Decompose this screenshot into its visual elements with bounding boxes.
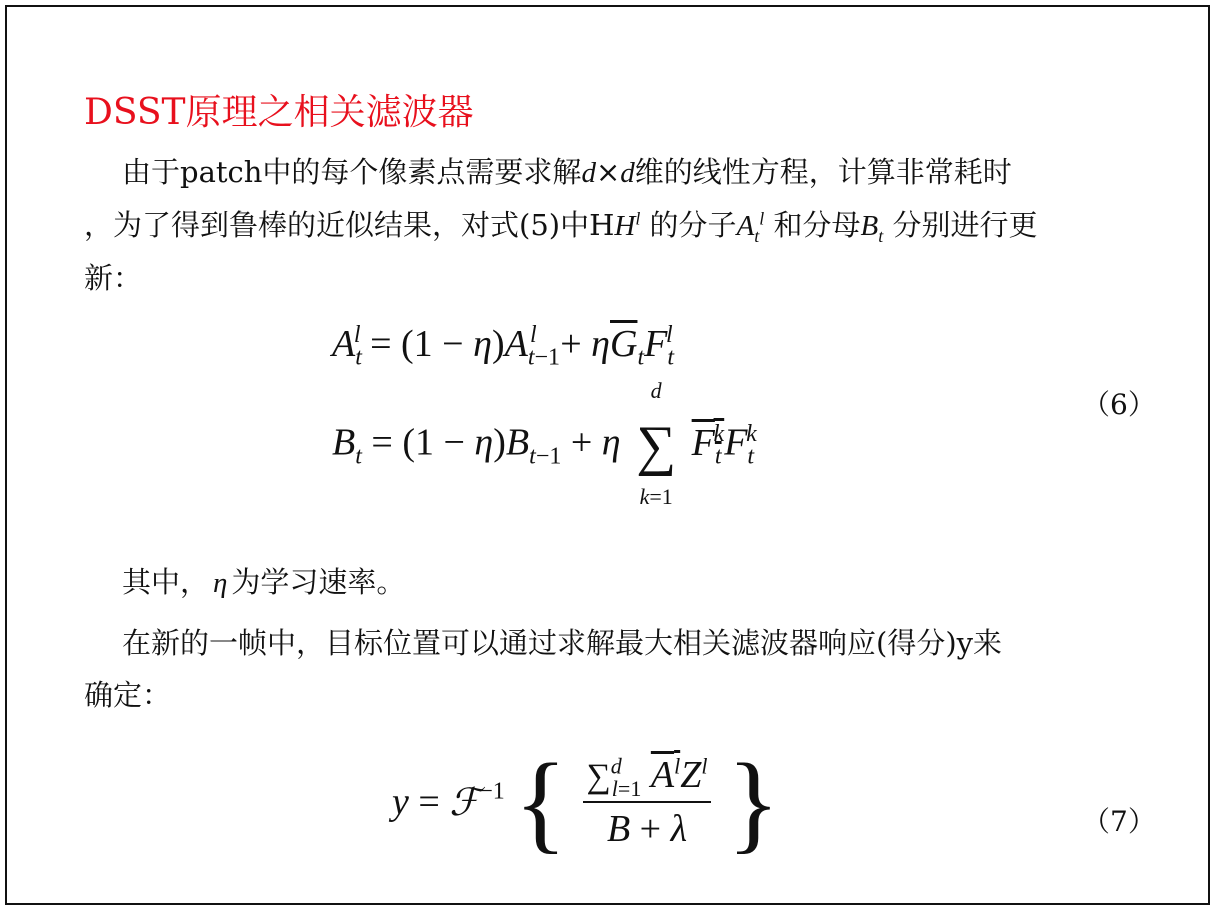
paragraph-1-line-1 xyxy=(84,146,1037,199)
paragraph-1-line-2 xyxy=(84,199,1037,252)
equation-6-line-1: $A_t^l = (1 - \eta)A_{t-1}^l + \eta\overline{G}_tF_t^l$ xyxy=(332,322,675,371)
superscript-l: l xyxy=(759,208,765,229)
fraction: $\frac{\sum^d_{l=1} A^lZ^l}{B + \lambda}$ xyxy=(583,753,712,851)
left-brace: { xyxy=(514,741,568,863)
paragraph-3-line-2: 确定： xyxy=(84,678,172,712)
right-brace: } xyxy=(726,741,780,863)
symbol-eta: η xyxy=(213,567,228,599)
symbol-B: B xyxy=(860,210,879,242)
paragraph-2-suffix: 为学习速率。 xyxy=(231,565,406,599)
paragraph-2-prefix: 其中， xyxy=(122,565,210,599)
symbol-A: A xyxy=(736,210,755,242)
equation-6-number: （6） xyxy=(1082,388,1156,421)
paragraph-3-line-1 xyxy=(84,617,1002,669)
equation-7-number: （7） xyxy=(1082,805,1156,838)
equation-6-line-2: $B_t = (1 - \eta)B_{t-1} + \eta$ d ∑ k=1 $F_t^kF_t^k$ xyxy=(332,378,757,509)
paragraph-1-line-1-text: 由于patch中的每个像素点需要求解d×d维的线性方程，计算非常耗时 xyxy=(122,155,1012,189)
superscript-l: l xyxy=(635,208,641,229)
paragraph-2 xyxy=(84,556,405,609)
update-text: 分别进行更 xyxy=(883,208,1038,242)
paragraph-1-line-2-text: ，为了得到鲁棒的近似结果，对式(5)中H xyxy=(84,208,615,242)
symbol-d: d xyxy=(620,157,635,189)
summation-symbol: d ∑ k=1 xyxy=(636,378,677,509)
symbol-H: H xyxy=(614,210,636,242)
paragraph-3 xyxy=(84,617,1002,721)
paragraph-1-line-3: 新： xyxy=(84,261,143,295)
paragraph-3-line-1-text: 在新的一帧中，目标位置可以通过求解最大相关滤波器响应(得分)y来 xyxy=(122,626,1003,660)
subscript-t: t xyxy=(878,225,884,246)
symbol-d: d xyxy=(581,157,596,189)
paragraph-1 xyxy=(84,146,1037,304)
equation-7: y = ℱ$^{-1}$ { $\frac{\sum^d_{l=1} A^lZ^l}{B + \lambda}$ } xyxy=(392,741,780,863)
numerator-text: 的分子 xyxy=(640,208,737,242)
denominator-text: 和分母B xyxy=(764,208,879,242)
subscript-t: t xyxy=(754,225,760,246)
slide-title: DSST原理之相关滤波器 xyxy=(84,92,474,133)
